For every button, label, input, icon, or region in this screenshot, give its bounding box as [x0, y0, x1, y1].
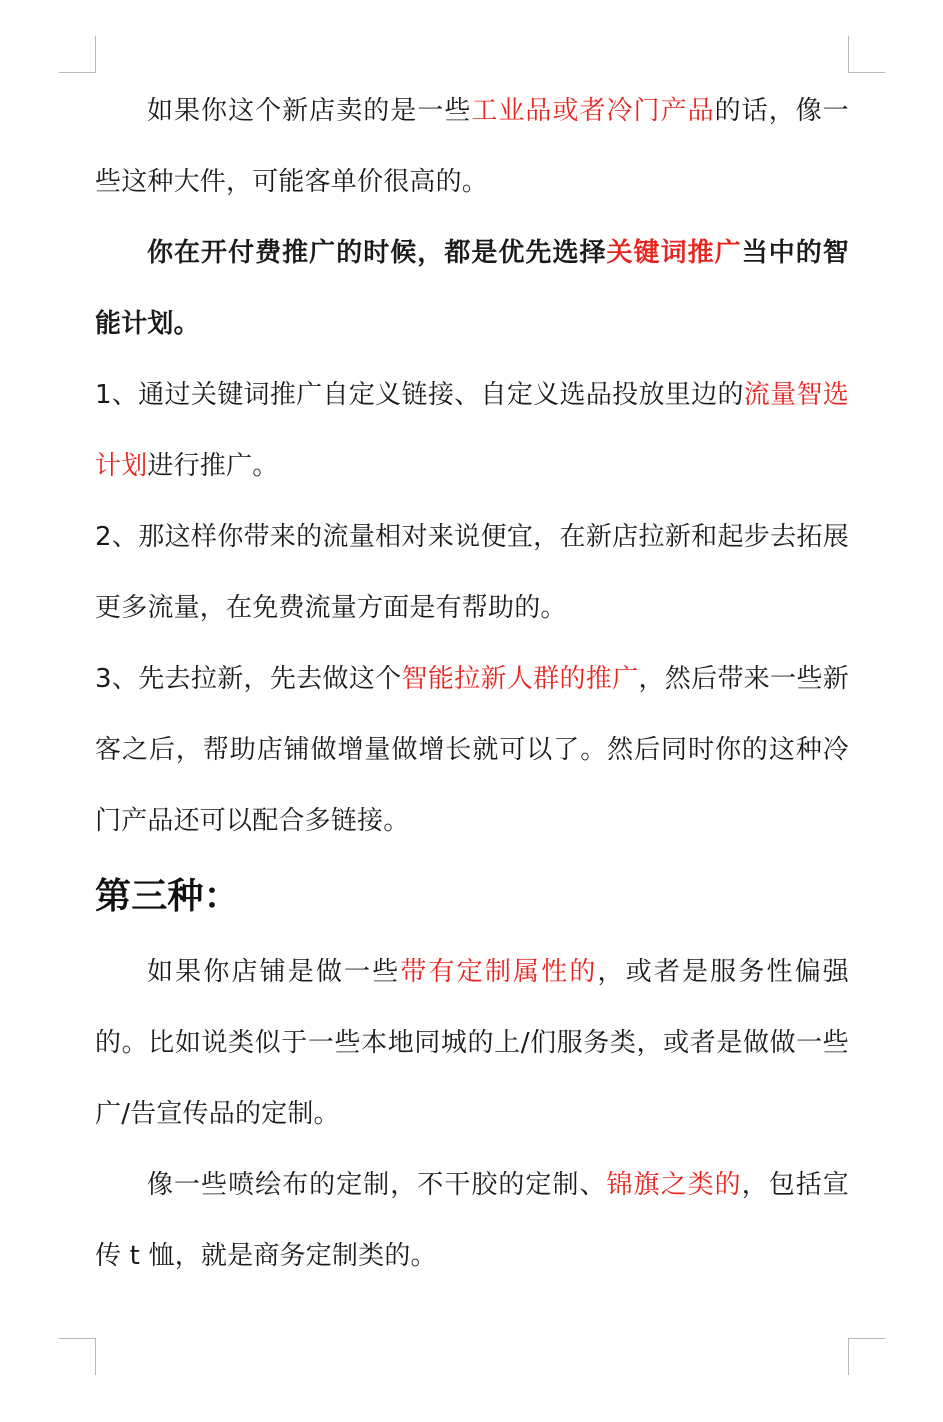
paragraph-7-highlight: 锦旗之类的 — [606, 1170, 742, 1200]
paragraph-1-text-a: 如果你这个新店卖的是一些 — [147, 96, 472, 126]
paragraph-2-text-c: 当中的智能计划。 — [95, 238, 849, 339]
list-item-3 — [95, 644, 849, 857]
page-corner-mark-top-right — [848, 36, 885, 73]
paragraph-2-text-a: 你在开付费推广的时候，都是优先选择 — [147, 238, 607, 268]
list-item-2-text: 2、那这样你带来的流量相对来说便宜，在新店拉新和起步去拓展更多流量，在免费流量方面是有帮助的。 — [95, 522, 849, 623]
page-corner-mark-bottom-right — [848, 1338, 885, 1375]
paragraph-6-highlight: 带有定制属性的 — [400, 957, 598, 987]
paragraph-7-text-c: ，包括宣传 t 恤，就是商务定制类的。 — [95, 1170, 849, 1271]
page-corner-mark-top-left — [59, 36, 96, 73]
paragraph-1-text-c: 的话，像一些这种大件，可能客单价很高的。 — [95, 96, 849, 197]
list-item-1-text-c: 进行推广。 — [147, 451, 279, 481]
paragraph-1-highlight: 工业品或者冷门产品 — [471, 96, 715, 126]
list-item-1-text-a: 1、通过关键词推广自定义链接、自定义选品投放里边的 — [95, 380, 744, 410]
document-body — [95, 76, 849, 1292]
list-item-3-highlight: 智能拉新人群的推广 — [401, 664, 639, 694]
paragraph-6-text-a: 如果你店铺是做一些 — [147, 957, 401, 987]
paragraph-6-text-c: ，或者是服务性偏强的。比如说类似于一些本地同城的上/们服务类，或者是做做一些广/告宣传品的定制。 — [95, 957, 849, 1129]
paragraph-7-text-a: 像一些喷绘布的定制，不干胶的定制、 — [147, 1170, 607, 1200]
paragraph-7 — [95, 1150, 849, 1292]
list-item-3-text-a: 3、先去拉新，先去做这个 — [95, 664, 402, 694]
paragraph-2-highlight: 关键词推广 — [606, 238, 742, 268]
section-heading: 第三种： — [95, 876, 240, 917]
list-item-2 — [95, 502, 849, 644]
paragraph-1 — [95, 76, 849, 218]
paragraph-2 — [95, 218, 849, 360]
list-item-1-highlight: 流量智选计划 — [95, 380, 849, 481]
paragraph-6 — [95, 937, 849, 1150]
list-item-3-text-c: ，然后带来一些新客之后，帮助店铺做增量做增长就可以了。然后同时你的这种冷门产品还可以配合多链接。 — [95, 664, 849, 836]
list-item-1 — [95, 360, 849, 502]
page-corner-mark-bottom-left — [59, 1338, 96, 1375]
